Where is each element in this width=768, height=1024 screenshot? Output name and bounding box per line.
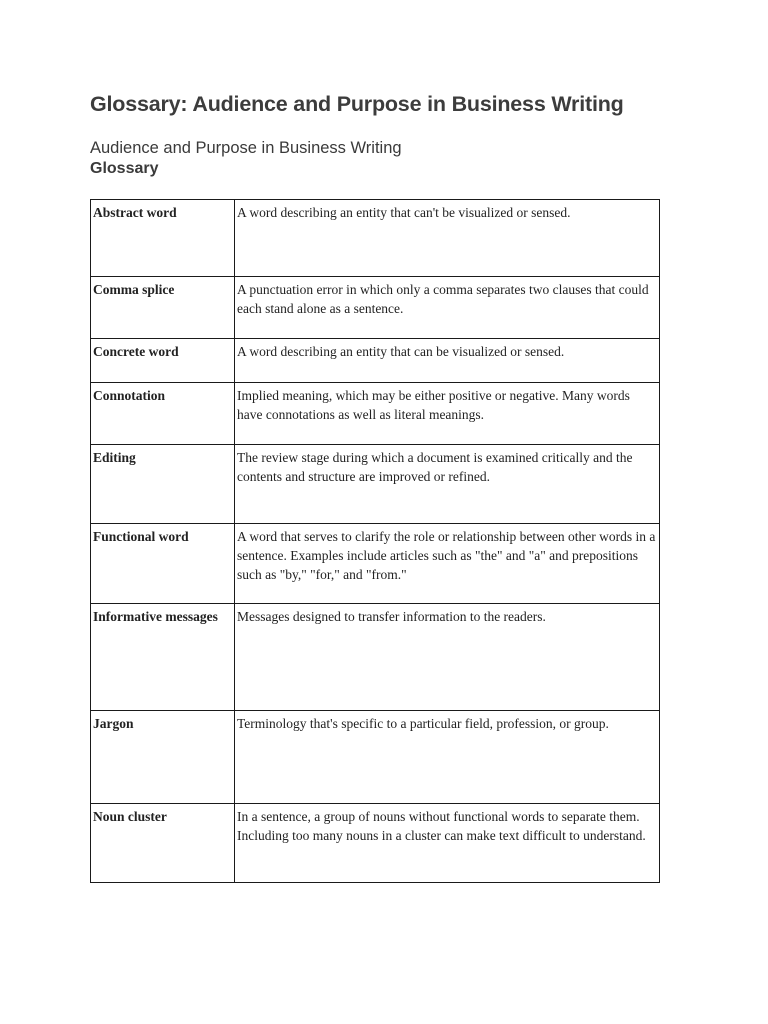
glossary-term: Abstract word (91, 200, 235, 277)
glossary-definition: A word that serves to clarify the role or relationship between other words in a sentence. Examples include articles such as "the" and "a" and prepositions such as "by," "for," and "from." (235, 524, 660, 604)
glossary-term: Concrete word (91, 339, 235, 383)
glossary-row (91, 711, 660, 804)
glossary-term: Functional word (91, 524, 235, 604)
glossary-row (91, 339, 660, 383)
glossary-term: Informative messages (91, 604, 235, 711)
page-subtitle: Audience and Purpose in Business Writing (90, 139, 402, 157)
glossary-definition: A word describing an entity that can't be visualized or sensed. (235, 200, 660, 277)
glossary-definition: A punctuation error in which only a comma separates two clauses that could each stand alone as a sentence. (235, 277, 660, 339)
glossary-definition: Terminology that's specific to a particular field, profession, or group. (235, 711, 660, 804)
glossary-term: Editing (91, 445, 235, 524)
glossary-term: Comma splice (91, 277, 235, 339)
glossary-definition: Messages designed to transfer information to the readers. (235, 604, 660, 711)
glossary-row (91, 604, 660, 711)
glossary-term: Connotation (91, 383, 235, 445)
glossary-definition: The review stage during which a document is examined critically and the contents and structure are improved or refined. (235, 445, 660, 524)
glossary-term: Jargon (91, 711, 235, 804)
glossary-definition: In a sentence, a group of nouns without functional words to separate them. Including too many nouns in a cluster can make text difficult to understand. (235, 804, 660, 883)
glossary-definition: A word describing an entity that can be visualized or sensed. (235, 339, 660, 383)
section-label: Glossary (90, 160, 159, 177)
glossary-table-body (91, 200, 660, 883)
glossary-table (90, 199, 660, 883)
glossary-row (91, 445, 660, 524)
glossary-row (91, 524, 660, 604)
page-title: Glossary: Audience and Purpose in Business Writing (90, 92, 624, 116)
glossary-term: Noun cluster (91, 804, 235, 883)
glossary-definition: Implied meaning, which may be either positive or negative. Many words have connotations as well as literal meanings. (235, 383, 660, 445)
glossary-row (91, 804, 660, 883)
glossary-row (91, 200, 660, 277)
glossary-row (91, 277, 660, 339)
glossary-row (91, 383, 660, 445)
